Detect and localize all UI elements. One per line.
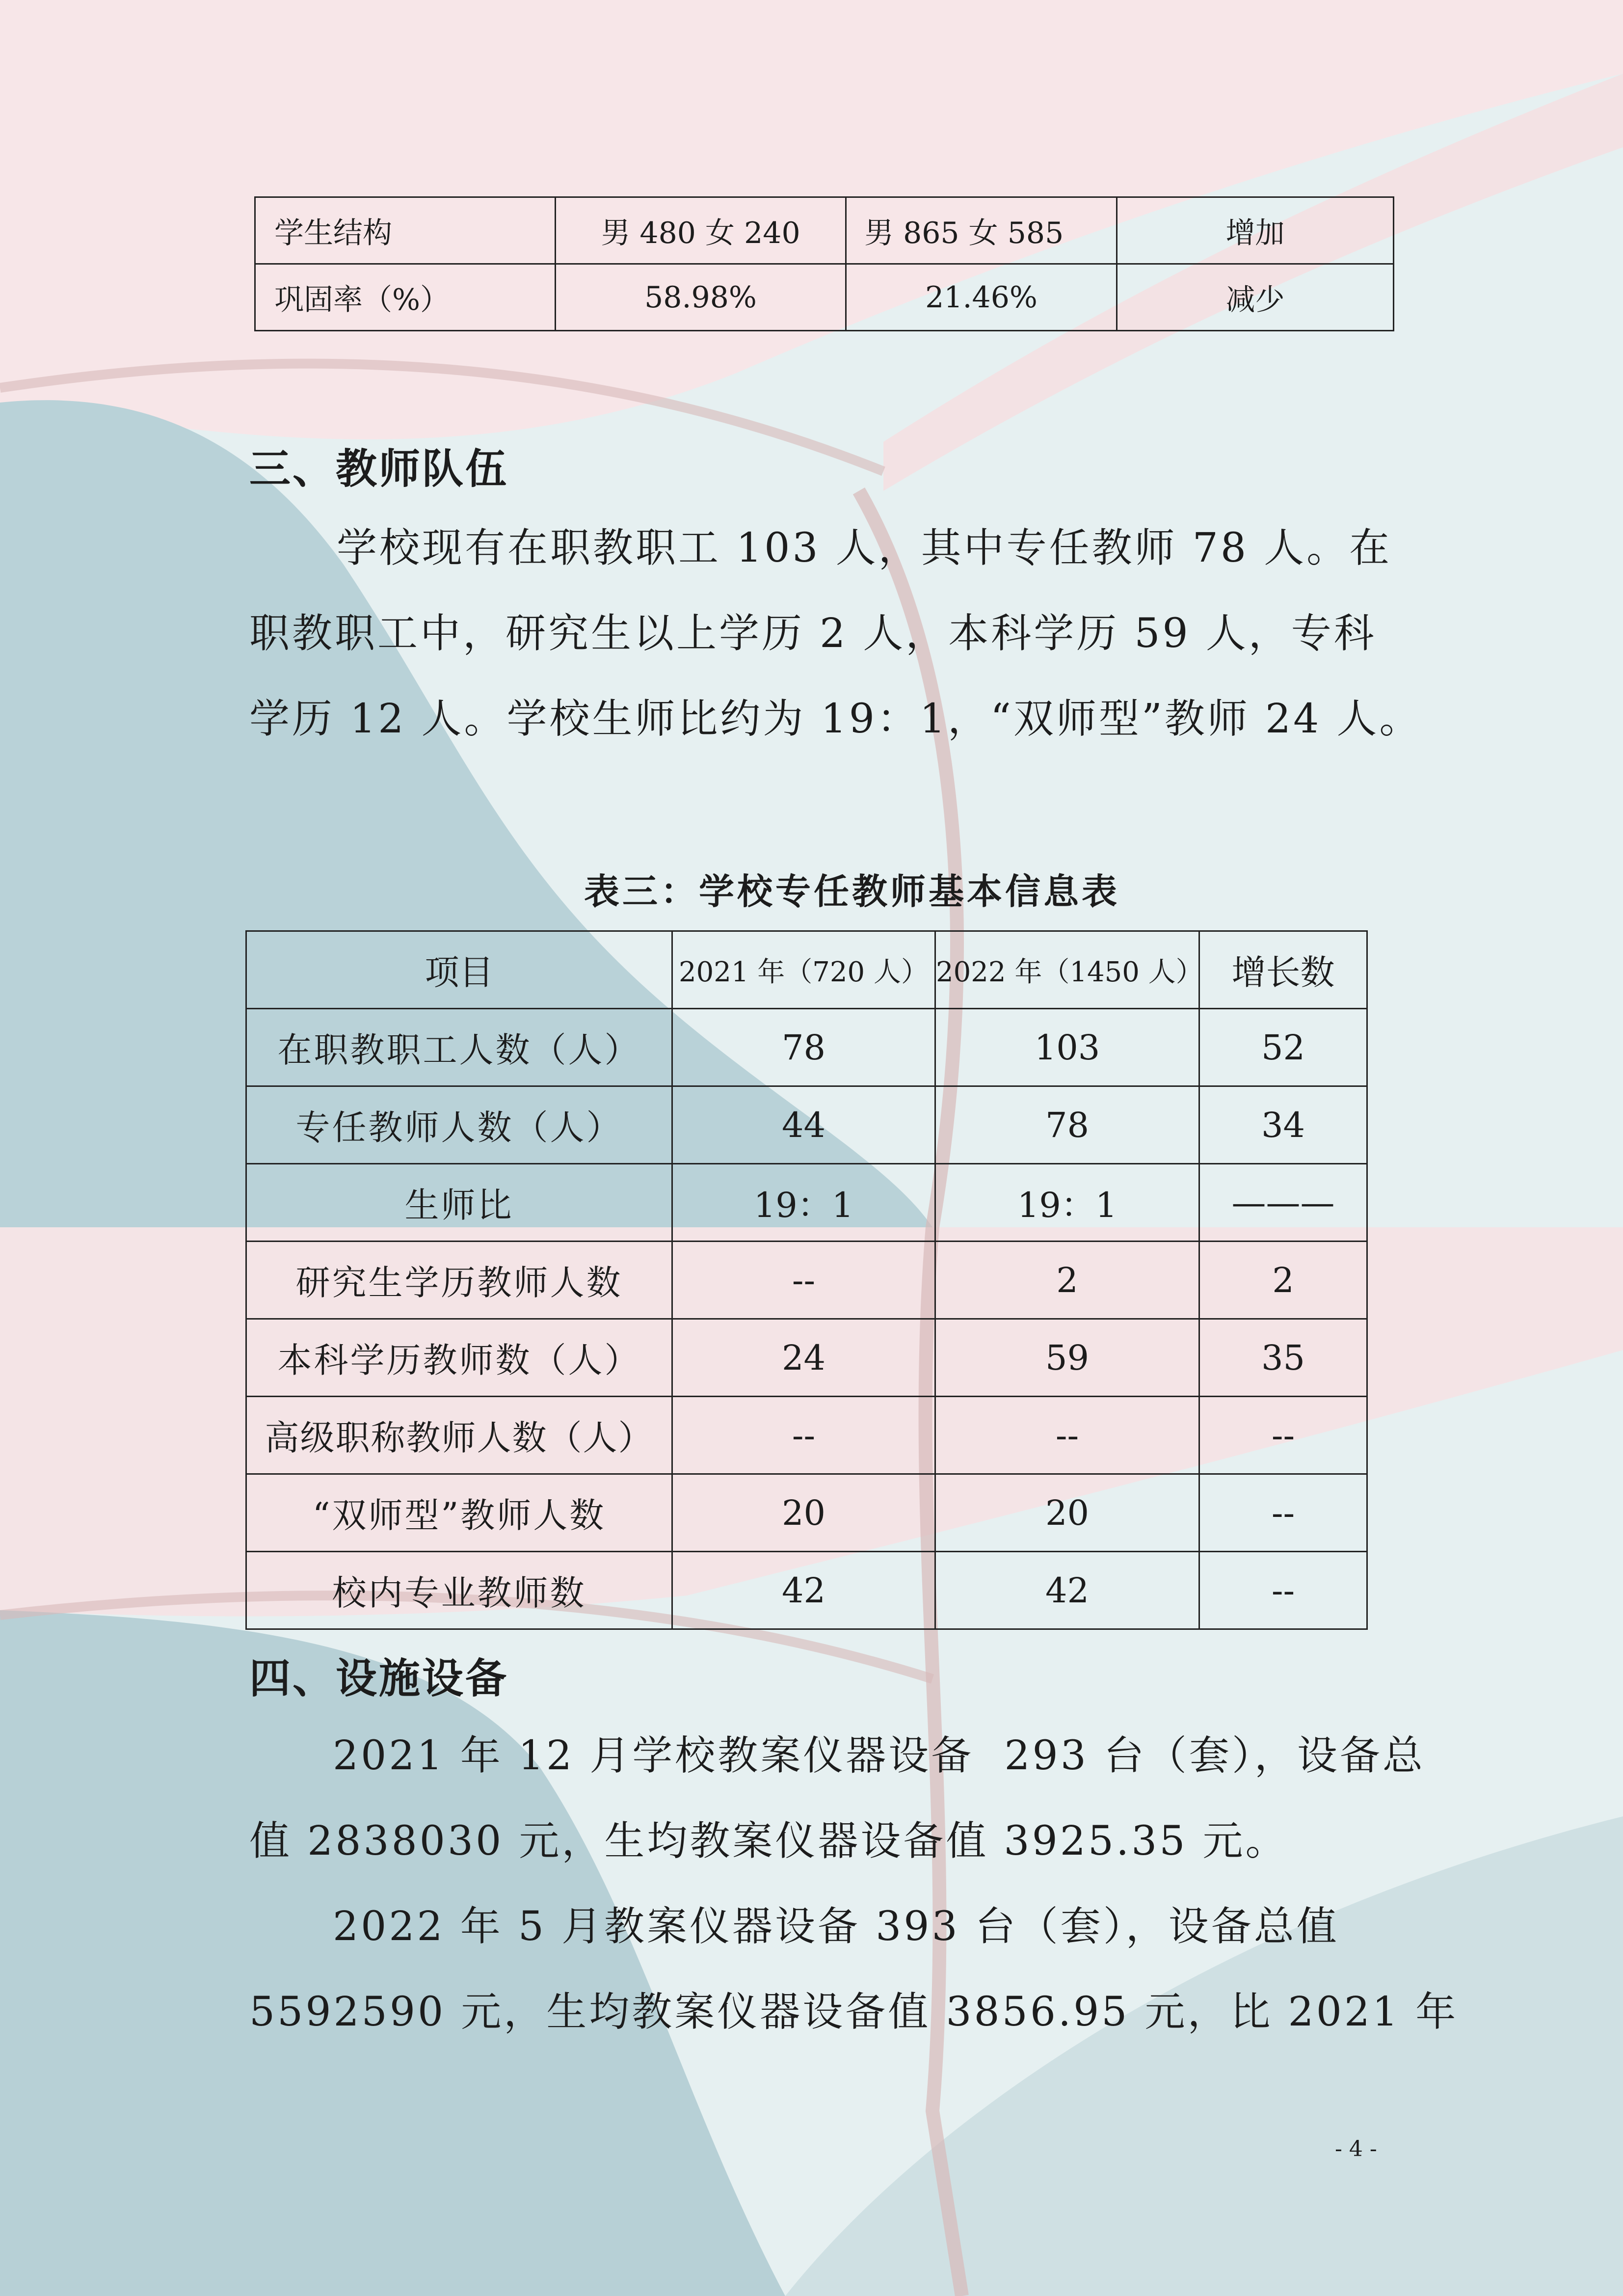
table-cell: -- (1199, 1474, 1367, 1552)
table-3-caption: 表三：学校专任教师基本信息表 (584, 870, 1120, 912)
table-cell: -- (672, 1242, 935, 1319)
table-cell: 2 (935, 1242, 1199, 1319)
row-label: 高级职称教师人数（人） (246, 1397, 672, 1474)
section-4-heading: 四、设施设备 (249, 1654, 509, 1702)
column-header: 项目 (246, 931, 672, 1009)
table-cell: 减少 (1117, 264, 1394, 331)
table-row (246, 1319, 1367, 1397)
table-cell: 42 (672, 1552, 935, 1629)
table-row (246, 1397, 1367, 1474)
section-3-heading: 三、教师队伍 (249, 444, 509, 493)
paragraph-line: 2021 年 12 月学校教案仪器设备 293 台（套），设备总 (333, 1732, 1425, 1779)
table-cell: 78 (672, 1009, 935, 1086)
table-header-row (246, 931, 1367, 1009)
table-cell: 24 (672, 1319, 935, 1397)
table-cell: 20 (935, 1474, 1199, 1552)
table-cell: 34 (1199, 1086, 1367, 1164)
row-label: 校内专业教师数 (246, 1552, 672, 1629)
paragraph-line: 5592590 元，生均教案仪器设备值 3856.95 元，比 2021 年 (249, 1989, 1459, 2035)
student-structure-table (254, 196, 1394, 331)
table-cell: 44 (672, 1086, 935, 1164)
table-cell: 59 (935, 1319, 1199, 1397)
table-cell: 21.46% (846, 264, 1117, 331)
paragraph-line: 值 2838030 元，生均教案仪器设备值 3925.35 元。 (249, 1818, 1288, 1864)
table-cell: 103 (935, 1009, 1199, 1086)
row-label: 本科学历教师数（人） (246, 1319, 672, 1397)
table-cell: 78 (935, 1086, 1199, 1164)
table-row (246, 1009, 1367, 1086)
table-cell: 52 (1199, 1009, 1367, 1086)
column-header: 增长数 (1199, 931, 1367, 1009)
section-4-paragraph-1 (249, 1713, 1425, 1884)
table-row (246, 1242, 1367, 1319)
table-cell: 20 (672, 1474, 935, 1552)
table-cell: -- (935, 1397, 1199, 1474)
table-cell: 学生结构 (255, 197, 556, 264)
paragraph-line: 学历 12 人。学校生师比约为 19：1，“双师型”教师 24 人。 (249, 696, 1422, 742)
section-3-paragraph (249, 506, 1422, 762)
row-label: “双师型”教师人数 (246, 1474, 672, 1552)
table-cell: -- (1199, 1552, 1367, 1629)
table-row (246, 1474, 1367, 1552)
column-header: 2021 年（720 人） (672, 931, 935, 1009)
table-cell: 42 (935, 1552, 1199, 1629)
column-header: 2022 年（1450 人） (935, 931, 1199, 1009)
table-cell: 35 (1199, 1319, 1367, 1397)
row-label: 在职教职工人数（人） (246, 1009, 672, 1086)
row-label: 研究生学历教师人数 (246, 1242, 672, 1319)
section-4-paragraph-2 (249, 1884, 1458, 2055)
table-cell: 19：1 (672, 1164, 935, 1242)
table-cell: 2 (1199, 1242, 1367, 1319)
paragraph-line: 学校现有在职教职工 103 人，其中专任教师 78 人。在 (337, 525, 1392, 571)
row-label: 专任教师人数（人） (246, 1086, 672, 1164)
table-cell: -- (672, 1397, 935, 1474)
table-cell: 58.98% (556, 264, 846, 331)
paragraph-line: 职教职工中，研究生以上学历 2 人，本科学历 59 人，专科 (249, 610, 1377, 657)
table-row (246, 1086, 1367, 1164)
table-row (246, 1164, 1367, 1242)
table-cell: 男 480 女 240 (556, 197, 846, 264)
table-cell: 增加 (1117, 197, 1394, 264)
table-cell: 男 865 女 585 (846, 197, 1117, 264)
table-cell: ——— (1199, 1164, 1367, 1242)
table-row (255, 264, 1394, 331)
row-label: 生师比 (246, 1164, 672, 1242)
table-cell: 19：1 (935, 1164, 1199, 1242)
table-row (255, 197, 1394, 264)
paragraph-line: 2022 年 5 月教案仪器设备 393 台（套），设备总值 (333, 1903, 1339, 1950)
table-cell: -- (1199, 1397, 1367, 1474)
page-number: - 4 - (1335, 2136, 1377, 2161)
teacher-info-table (245, 930, 1368, 1630)
table-row (246, 1552, 1367, 1629)
table-cell: 巩固率（%） (255, 264, 556, 331)
